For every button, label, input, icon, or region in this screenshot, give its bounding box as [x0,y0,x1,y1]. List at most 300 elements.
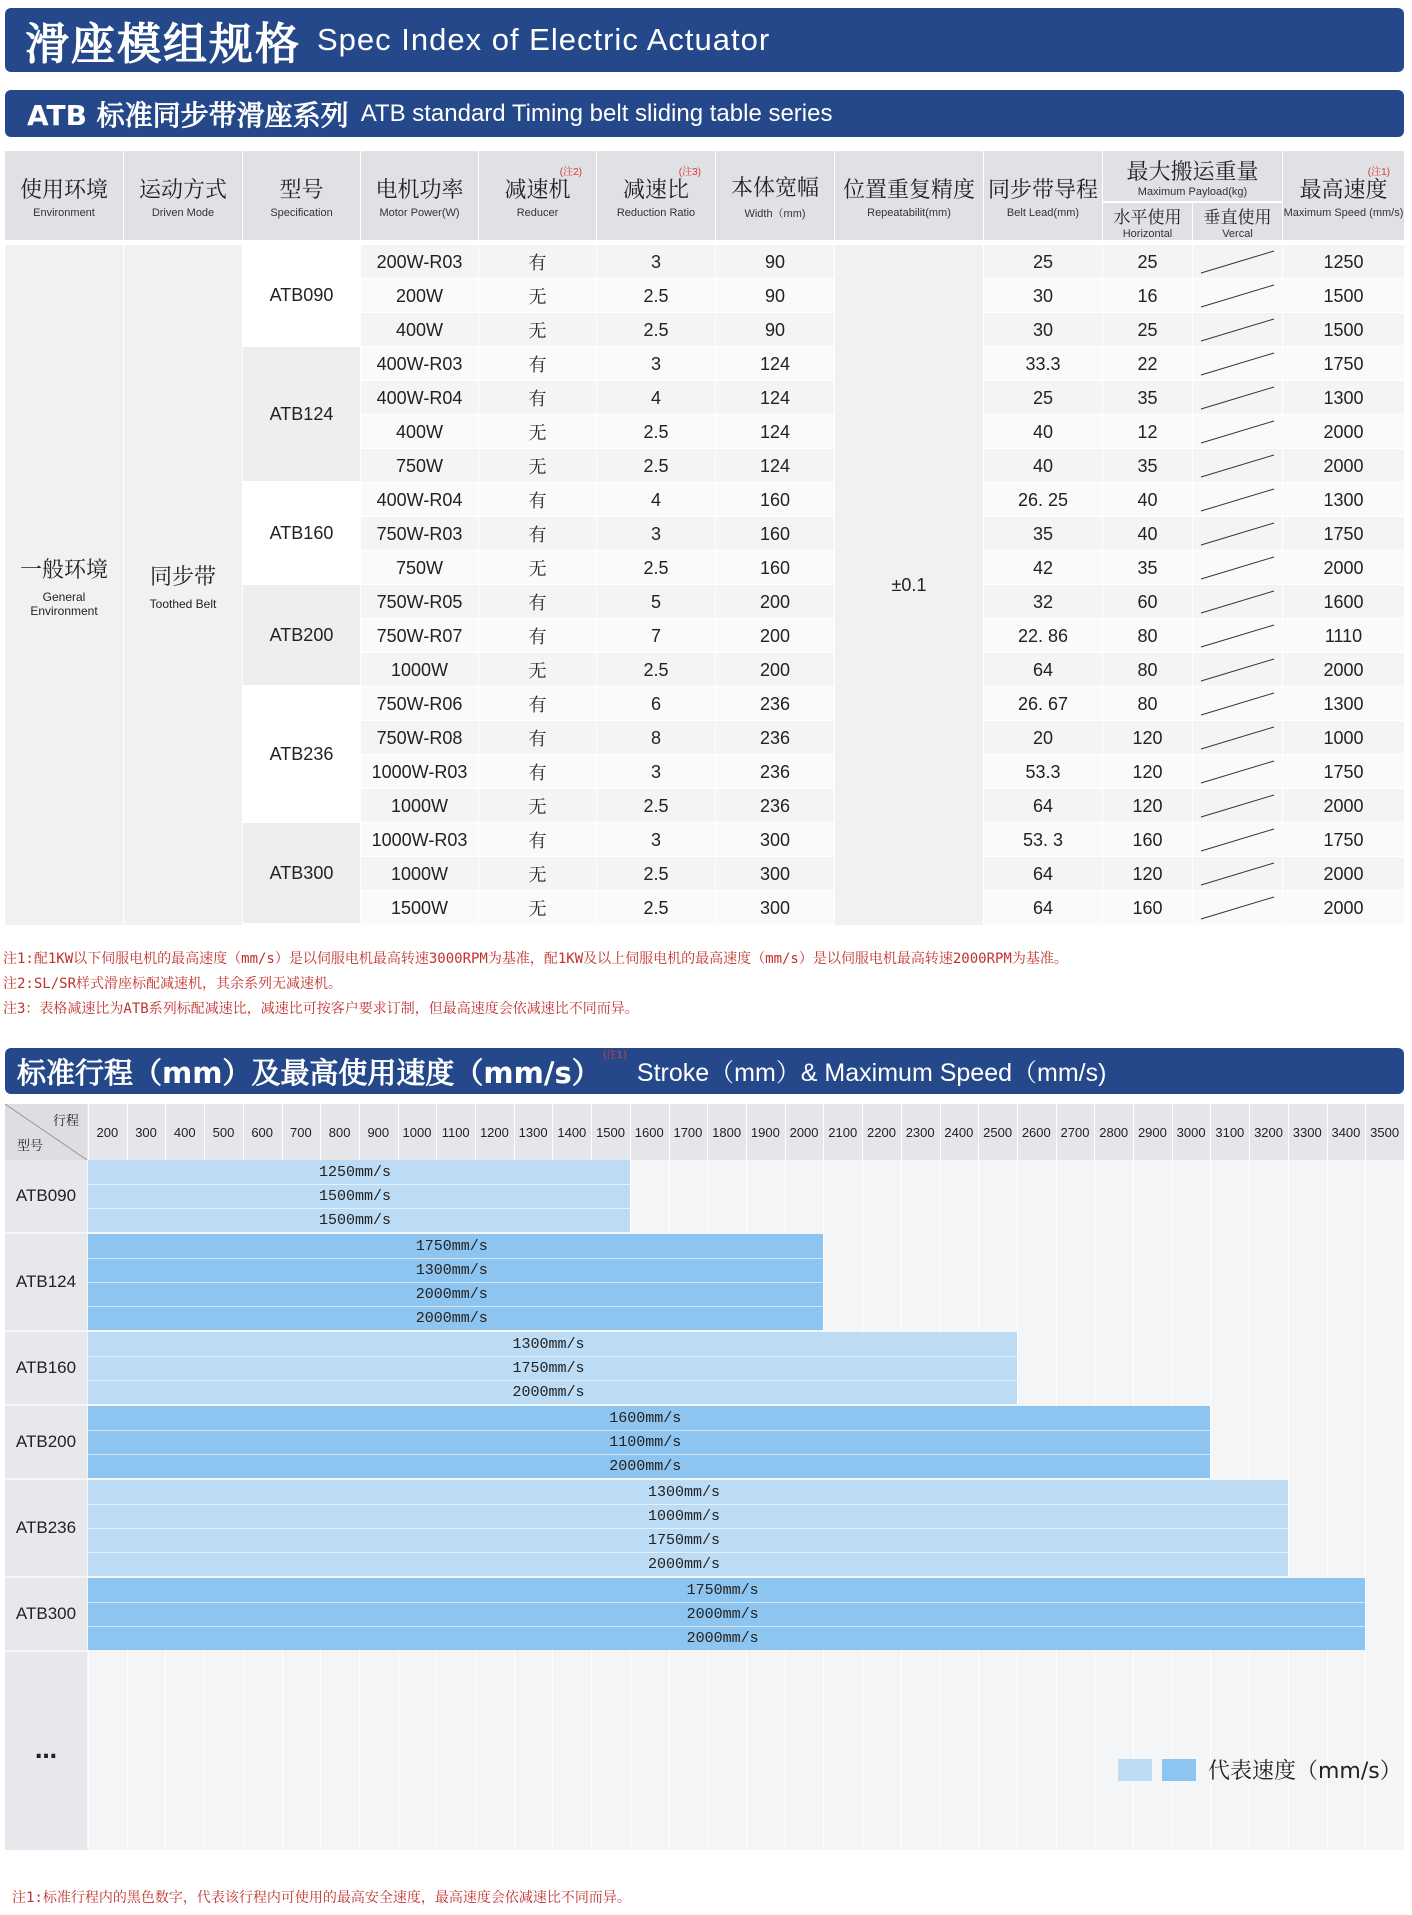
cell-ratio [597,245,715,279]
vertical-na-slash [1193,653,1282,687]
bar-separator [88,1184,630,1185]
header-mode [124,151,242,240]
cell-speed-value: 2000 [1323,557,1364,578]
speed-label: 1300mm/s [647,1483,720,1501]
cell-reducer [479,653,596,687]
cell-speed-value: 2000 [1323,897,1364,918]
cell-reducer-value: 有 [528,695,547,715]
cell-width [716,517,834,551]
cell-ratio [597,449,715,483]
cell-ratio [597,823,715,857]
cell-reducer [479,551,596,585]
cell-width [716,891,834,925]
vertical-na-slash [1193,619,1282,653]
vertical-na-slash [1193,857,1282,891]
cell-ratio-value: 5 [650,591,661,612]
cell-ratio [597,857,715,891]
cell-lead [984,279,1102,313]
cell-reducer [479,619,596,653]
header-ratio [597,151,715,240]
cell-ratio [597,415,715,449]
cell-ratio [597,313,715,347]
mode-value-en: Toothed Belt [149,596,217,611]
cell-width [716,585,834,619]
cell-lead [984,551,1102,585]
cell-lead-value: 30 [1032,319,1054,340]
cell-reducer [479,381,596,415]
header-ratio-note: (注3) [678,167,701,178]
vertical-na-slash [1193,415,1282,449]
cell-power [361,789,478,823]
header-lead [984,151,1102,240]
cell-lead [984,483,1102,517]
stroke-corner [5,1104,87,1160]
cell-speed-value: 1500 [1323,319,1364,340]
stroke-col-label: 2000 [789,1124,819,1140]
cell-reducer [479,347,596,381]
speed-label: 1300mm/s [415,1261,488,1279]
vertical-na-slash [1193,381,1282,415]
header-payload-en: Maximum Payload(kg) [1137,185,1248,198]
cell-hor-value: 25 [1137,251,1158,272]
cell-reducer-value: 无 [528,321,547,341]
cell-power-value: 750W-R03 [376,523,463,544]
cell-width-value: 300 [759,897,791,918]
cell-speed-value: 1300 [1323,387,1364,408]
model-cell-atb300 [243,823,360,923]
stroke-col-label: 600 [251,1124,274,1140]
header-reducer-en: Reducer [516,206,559,219]
cell-hor [1103,585,1192,619]
cell-reducer [479,857,596,891]
cell-ratio-value: 2.5 [643,795,669,816]
cell-lead [984,857,1102,891]
cell-ratio-value: 2.5 [643,421,669,442]
cell-power [361,653,478,687]
cell-speed-value: 1300 [1323,489,1364,510]
model-label: ATB236 [269,743,334,764]
vertical-na-slash [1193,755,1282,789]
cell-ratio-value: 2.5 [643,557,669,578]
cell-hor [1103,687,1192,721]
cell-power-value: 750W-R06 [376,693,463,714]
cell-hor-value: 160 [1132,829,1163,850]
cell-power-value: 1000W [390,795,449,816]
cell-reducer-value: 无 [528,797,547,817]
cell-power-value: 400W-R03 [376,353,463,374]
cell-ratio [597,687,715,721]
bar-separator [88,1552,1288,1553]
speed-bar-atb160 [88,1332,1017,1404]
cell-ratio [597,517,715,551]
cell-lead [984,823,1102,857]
bar-separator [88,1504,1288,1505]
cell-lead-value: 40 [1032,455,1054,476]
cell-power-value: 750W-R08 [376,727,463,748]
cell-reducer [479,313,596,347]
model-label: ATB200 [269,624,334,645]
cell-width-value: 124 [759,455,791,476]
header-vertical-cn: 垂直使用 [1203,208,1272,228]
stroke-grid-line [1288,1160,1289,1850]
cell-lead-value: 64 [1032,897,1054,918]
vertical-na-slash [1193,891,1282,925]
model-cell-atb236 [243,687,360,821]
stroke-model-atb200: ATB200 [5,1406,87,1478]
cell-hor-value: 35 [1137,387,1158,408]
cell-ratio [597,551,715,585]
cell-speed-value: 2000 [1323,455,1364,476]
stroke-grid-line [1365,1160,1366,1850]
cell-power [361,415,478,449]
cell-speed [1283,483,1404,517]
speed-label: 1500mm/s [318,1211,391,1229]
speed-label: 2000mm/s [415,1285,488,1303]
cell-reducer [479,789,596,823]
header-power-cn: 电机功率 [375,177,464,203]
cell-reducer-value: 无 [528,559,547,579]
cell-ratio [597,891,715,925]
cell-power-value: 1000W [390,659,449,680]
stroke-model-atb160: ATB160 [5,1332,87,1404]
cell-width-value: 236 [759,761,791,782]
cell-speed-value: 1250 [1323,251,1364,272]
speed-label: 2000mm/s [609,1457,682,1475]
cell-hor [1103,449,1192,483]
cell-hor-value: 120 [1132,761,1163,782]
cell-hor-value: 120 [1132,795,1163,816]
cell-ratio [597,789,715,823]
cell-power-value: 1000W-R03 [371,761,468,782]
vertical-na-slash [1193,687,1282,721]
header-env-en: Environment [33,206,95,219]
cell-lead [984,347,1102,381]
cell-reducer [479,891,596,925]
cell-lead [984,245,1102,279]
header-lead-en: Belt Lead(mm) [1006,206,1080,219]
cell-power [361,687,478,721]
cell-reducer-value: 无 [528,661,547,681]
cell-hor [1103,551,1192,585]
cell-ratio-value: 2.5 [643,863,669,884]
cell-reducer-value: 有 [528,355,547,375]
header-reducer [479,151,596,240]
cell-lead-value: 40 [1032,421,1054,442]
bar-separator [88,1258,823,1259]
cell-ratio [597,483,715,517]
stroke-col-label: 3100 [1215,1124,1245,1140]
speed-label: 2000mm/s [647,1555,720,1573]
cell-reducer [479,415,596,449]
header-speed [1283,151,1404,240]
stroke-col-label: 2400 [944,1124,974,1140]
stroke-col-label: 1000 [402,1124,432,1140]
cell-ratio-value: 4 [650,489,661,510]
cell-power-value: 200W [395,285,444,306]
cell-width-value: 90 [764,285,786,306]
cell-hor [1103,721,1192,755]
stroke-col-label: 800 [328,1124,351,1140]
bar-separator [88,1306,823,1307]
stroke-model-atb124: ATB124 [5,1234,87,1330]
cell-ratio-value: 8 [650,727,661,748]
cell-width [716,279,834,313]
corner-stroke-label: 行程 [52,1114,79,1129]
cell-lead-value: 64 [1032,795,1054,816]
bar-separator [88,1356,1017,1357]
cell-ratio [597,585,715,619]
series-title-cn: ATB 标准同步带滑座系列 [27,98,349,132]
stroke-title-banner [5,1048,1404,1094]
speed-label: 1600mm/s [609,1409,682,1427]
cell-ratio-value: 2.5 [643,455,669,476]
cell-ratio-value: 3 [650,353,661,374]
header-mode-cn: 运动方式 [138,177,227,203]
speed-bar-atb090 [88,1160,630,1232]
cell-lead [984,381,1102,415]
cell-ratio-value: 4 [650,387,661,408]
speed-label: 1750mm/s [647,1531,720,1549]
speed-label: 1000mm/s [647,1507,720,1525]
cell-speed [1283,449,1404,483]
cell-width-value: 160 [759,557,791,578]
cell-width-value: 124 [759,387,791,408]
vertical-na-slash [1193,279,1282,313]
speed-bar-atb236 [88,1480,1288,1576]
cell-power-value: 750W-R07 [376,625,463,646]
cell-width [716,687,834,721]
cell-ratio-value: 3 [650,251,661,272]
cell-reducer-value: 有 [528,729,547,749]
cell-width [716,245,834,279]
header-model-en: Specification [270,206,333,219]
cell-ratio-value: 2.5 [643,659,669,680]
cell-ratio-value: 2.5 [643,897,669,918]
cell-speed-value: 1110 [1324,625,1363,646]
vertical-na-slash [1193,789,1282,823]
cell-power [361,823,478,857]
cell-power-value: 750W-R05 [376,591,463,612]
cell-hor-value: 35 [1137,557,1158,578]
cell-hor-value: 22 [1137,353,1158,374]
cell-ratio-value: 7 [650,625,661,646]
cell-hor [1103,823,1192,857]
cell-power-value: 200W-R03 [376,251,463,272]
cell-speed [1283,245,1404,279]
cell-speed [1283,381,1404,415]
cell-hor [1103,653,1192,687]
corner-model-label: 型号 [17,1139,44,1154]
header-repeat-en: Repeatabilit(mm) [867,206,951,219]
model-label: ATB090 [269,284,334,305]
cell-lead-value: 26. 25 [1017,489,1069,510]
cell-hor [1103,381,1192,415]
cell-power-value: 400W [395,319,444,340]
cell-width-value: 300 [759,863,791,884]
stroke-col-label: 2200 [867,1124,896,1140]
cell-reducer-value: 无 [528,287,547,307]
header-vertical-en: Vercal [1222,228,1253,240]
cell-hor-value: 80 [1137,693,1158,714]
note-2: 注2:SL/SR样式滑座标配减速机，其余系列无减速机。 [3,976,342,992]
speed-label: 1300mm/s [512,1335,585,1353]
stroke-col-label: 2300 [905,1124,935,1140]
speed-bar-atb200 [88,1406,1210,1478]
stroke-col-label: 1500 [596,1124,625,1140]
cell-width [716,755,834,789]
header-reducer-cn: 减速机 [504,177,571,203]
cell-reducer [479,483,596,517]
bar-separator [88,1626,1365,1627]
cell-width [716,721,834,755]
header-repeat [835,151,983,240]
stroke-title-cn: 标准行程（mm）及最高使用速度（mm/s） [17,1055,601,1090]
cell-width [716,551,834,585]
cell-ratio [597,279,715,313]
cell-hor-value: 12 [1137,421,1158,442]
note-1: 注1:配1KW以下伺服电机的最高速度（mm/s）是以伺服电机最高转速3000RPM为基准，配1KW及以上伺服电机的最高速度（mm/s）是以伺服电机最高转速2000RPM为基准。 [3,951,1068,967]
speed-label: 2000mm/s [686,1629,759,1647]
header-ratio-en: Reduction Ratio [616,206,696,219]
cell-speed-value: 1000 [1323,727,1364,748]
cell-power [361,517,478,551]
cell-power [361,347,478,381]
stroke-col-label: 200 [96,1124,119,1140]
cell-speed-value: 2000 [1323,421,1364,442]
cell-power [361,245,478,279]
stroke-col-label: 300 [135,1124,157,1140]
cell-hor-value: 40 [1137,489,1158,510]
vertical-na-slash [1193,245,1282,279]
cell-width [716,823,834,857]
cell-width [716,347,834,381]
cell-power [361,279,478,313]
model-cell-atb124 [243,347,360,481]
bar-separator [88,1454,1210,1455]
cell-power [361,381,478,415]
cell-speed [1283,415,1404,449]
cell-ratio [597,347,715,381]
stroke-model-atb236: ATB236 [5,1480,87,1576]
env-value-en2: Environment [30,603,98,618]
header-horizontal-cn: 水平使用 [1113,208,1182,228]
cell-reducer-value: 无 [528,457,547,477]
cell-lead [984,585,1102,619]
cell-speed-value: 1750 [1323,523,1364,544]
stroke-col-label: 2700 [1060,1124,1090,1140]
cell-width [716,449,834,483]
speed-label: 1100mm/s [609,1433,682,1451]
header-speed-note: (注1) [1367,167,1390,178]
header-reducer-note: (注2) [559,167,582,178]
mode-value [124,245,242,925]
cell-hor-value: 80 [1137,659,1158,680]
stroke-col-label: 900 [367,1124,390,1140]
cell-lead [984,517,1102,551]
vertical-na-slash [1193,585,1282,619]
cell-width-value: 90 [764,319,786,340]
cell-reducer [479,517,596,551]
cell-hor [1103,347,1192,381]
model-label: ATB300 [269,862,334,883]
cell-hor [1103,619,1192,653]
vertical-na-slash [1193,449,1282,483]
vertical-na-slash [1193,823,1282,857]
cell-speed-value: 2000 [1323,795,1364,816]
speed-label: 1750mm/s [512,1359,585,1377]
cell-width-value: 200 [759,591,791,612]
bar-separator [88,1380,1017,1381]
cell-lead-value: 20 [1032,727,1054,748]
cell-width-value: 236 [759,693,791,714]
cell-speed [1283,619,1404,653]
cell-lead [984,687,1102,721]
cell-ratio-value: 3 [650,523,661,544]
cell-hor-value: 120 [1132,863,1163,884]
cell-width [716,619,834,653]
stroke-col-label: 1900 [750,1124,780,1140]
cell-power-value: 1000W [390,863,449,884]
cell-reducer [479,755,596,789]
cell-width [716,313,834,347]
cell-hor-value: 160 [1132,897,1163,918]
cell-power [361,313,478,347]
cell-speed [1283,823,1404,857]
cell-lead-value: 53.3 [1025,761,1061,782]
cell-ratio [597,619,715,653]
cell-reducer [479,279,596,313]
cell-speed [1283,653,1404,687]
vertical-na-slash [1193,551,1282,585]
series-title-banner [5,90,1404,137]
header-horizontal-en: Horizontal [1122,228,1173,240]
note-3: 注3：表格减速比为ATB系列标配减速比，减速比可按客户要求订制，但最高速度会依减速比不同而异。 [3,1001,639,1017]
model-label: ATB124 [269,403,334,424]
cell-power-value: 400W [395,421,444,442]
stroke-col-label: 500 [212,1124,235,1140]
cell-speed [1283,279,1404,313]
header-payload [1103,151,1282,201]
header-model-cn: 型号 [279,177,324,203]
stroke-col-label: 1600 [634,1124,664,1140]
cell-power-value: 400W-R04 [376,489,463,510]
cell-hor [1103,415,1192,449]
model-cell-atb200 [243,585,360,685]
repeat-value [835,245,983,925]
bar-separator [88,1528,1288,1529]
cell-reducer-value: 有 [528,763,547,783]
cell-lead-value: 25 [1032,387,1054,408]
header-power-en: Motor Power(W) [379,206,460,219]
cell-reducer-value: 有 [528,627,547,647]
vertical-na-slash [1193,517,1282,551]
cell-reducer [479,245,596,279]
cell-width-value: 200 [759,659,791,680]
cell-ratio-value: 3 [650,829,661,850]
cell-reducer [479,687,596,721]
header-lead-cn: 同步带导程 [987,177,1098,203]
cell-ratio [597,755,715,789]
cell-reducer-value: 有 [528,593,547,613]
cell-speed [1283,755,1404,789]
cell-lead [984,415,1102,449]
cell-lead-value: 64 [1032,659,1054,680]
header-env [5,151,123,240]
bar-separator [88,1282,823,1283]
cell-speed [1283,721,1404,755]
stroke-col-label: 1700 [673,1124,703,1140]
cell-lead-value: 64 [1032,863,1054,884]
